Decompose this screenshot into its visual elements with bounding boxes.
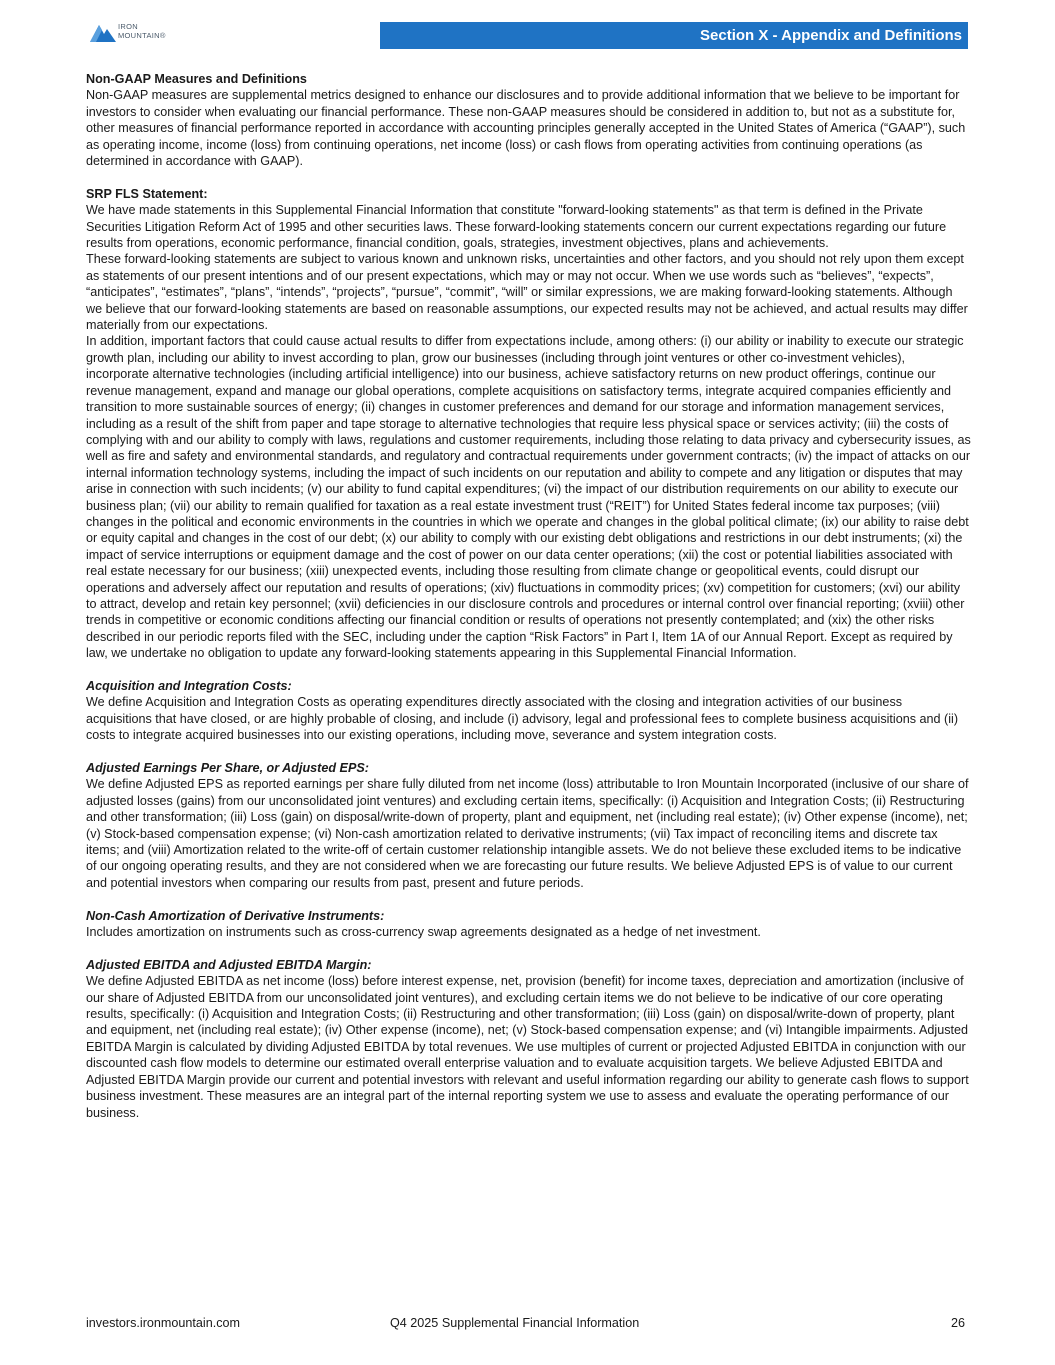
section-heading: Non-GAAP Measures and Definitions <box>86 72 307 86</box>
section-heading: Adjusted EBITDA and Adjusted EBITDA Margin: <box>86 957 372 972</box>
section-adjusted-ebitda <box>86 957 971 1121</box>
logo-line-1: IRON <box>118 22 138 31</box>
document-body <box>86 71 971 1137</box>
section-paragraph: Includes amortization on instruments such as cross-currency swap agreements designated as a hedge of net investment. <box>86 925 761 940</box>
section-paragraph: Non-GAAP measures are supplemental metrics designed to enhance our disclosures and to provide additional information that we believe to be important for investors to consider when evaluating our financial performance. These non-GAAP measures should be considered in addition to, but not as a substitute for, other measures of financial performance reported in accordance with accounting principles generally accepted in the United States of America (“GAAP”), such as operating income, income (loss) from continuing operations, net income (loss) or cash flows from operating activities from continuing operations (as determined in accordance with GAAP). <box>86 88 966 169</box>
section-heading: SRP FLS Statement: <box>86 186 208 201</box>
footer-website: investors.ironmountain.com <box>86 1316 240 1330</box>
section-acquisition-integration-costs <box>86 678 971 744</box>
section-paragraph: In addition, important factors that could cause actual results to differ from expectations include, among others: (i) our ability or inability to execute our strategic growth plan, including our ability to invest according to plan, grow our businesses (including through joint ventures or other co-investment vehicles), incorporate alternative technologies (including artificial intelligence) into our business, achieve satisfactory returns on new product offerings, continue our revenue management, expand and manage our global operations, complete acquisitions on satisfactory terms, integrate acquired companies efficiently and transition to more sustainable sources of energy; (ii) changes in customer preferences and demand for our storage and information management services, including as a result of the shift from paper and tape storage to alternative technologies that require less physical space or services activity; (iii) the costs of complying with and our ability to comply with laws, regulations and customer requirements, including those relating to data privacy and cybersecurity issues, as well as fire and safety and environmental standards, and regulatory and contractual requirements under government contracts; (iv) the impact of attacks on our internal information technology systems, including the impact of such incidents on our reputation and ability to compete and any litigation or disputes that may arise in connection with such incidents; (v) our ability to fund capital expenditures; (vi) the impact of our distribution requirements on our ability to execute our business plan; (vii) our ability to remain qualified for taxation as a real estate investment trust (“REIT”) for United States federal income tax purposes; (viii) changes in the political and economic environments in the countries in which we operate and changes in the global political climate; (ix) our ability to raise debt or equity capital and changes in the cost of our debt; (x) our ability to comply with our existing debt obligations and restrictions in our debt instruments; (xi) the impact of service interruptions or equipment damage and the cost of power on our data center operations; (xii) the cost or potential liabilities associated with real estate necessary for our business; (xiii) unexpected events, including those resulting from climate change or geopolitical events, could disrupt our operations and adversely affect our reputation and results of operations; (xiv) fluctuations in commodity prices; (xv) competition for customers; (xvi) our ability to attract, develop and retain key personnel; (xvii) deficiencies in our disclosure controls and procedures or internal control over financial reporting; (xviii) other trends in competitive or economic conditions affecting our financial condition or results of operations not presently contemplated; and (xix) the other risks described in our periodic reports filed with the SEC, including under the caption “Risk Factors” in Part I, Item 1A of our Annual Report. Except as required by law, we undertake no obligation to update any forward-looking statements appearing in this Supplemental Financial Information. <box>86 334 971 661</box>
logo-wordmark <box>118 22 166 40</box>
footer-page-number: 26 <box>950 1316 965 1330</box>
section-paragraph: We have made statements in this Supplemental Financial Information that constitute "forward-looking statements" as that term is defined in the Private Securities Litigation Reform Act of 1995 and other securities laws. These forward-looking statements concern our current expectations regarding our future results from operations, economic performance, financial condition, goals, strategies, investment objectives, plans and achievements. <box>86 203 947 251</box>
mountain-logo-icon <box>90 22 116 42</box>
section-adjusted-eps <box>86 760 971 891</box>
section-paragraph: We define Adjusted EPS as reported earnings per share fully diluted from net income (loss) attributable to Iron Mountain Incorporated (inclusive of our share of adjusted losses (gains) from our unconsolidated joint ventures) and excluding certain items, specifically: (i) Acquisition and Integration Costs; (ii) Restructuring and other transformation; (iii) Loss (gain) on disposal/write-down of property, plant and equipment, net (including real estate); (iv) Other expense (income), net; (v) Stock-based compensation expense; (vi) Non-cash amortization related to derivative instruments; (vii) Tax impact of reconciling items and discrete tax items; and (viii) Amortization related to the write-off of certain customer relationship intangible assets. We do not believe these excluded items to be indicative of our ongoing operating results, and they are not considered when we are forecasting our future results. We believe Adjusted EPS is of value to our current and potential investors when comparing our results from past, present and future periods. <box>86 777 969 890</box>
section-non-cash-amortization <box>86 908 971 941</box>
logo-line-2: MOUNTAIN® <box>118 31 166 40</box>
section-heading: Acquisition and Integration Costs: <box>86 679 292 693</box>
company-logo <box>90 20 200 48</box>
section-paragraph: We define Adjusted EBITDA as net income (loss) before interest expense, net, provision (benefit) for income taxes, depreciation and amortization (inclusive of our share of Adjusted EBITDA from our unconsolidated joint ventures), and excluding certain items we do not believe to be indicative of our core operating results, specifically: (i) Acquisition and Integration Costs; (ii) Restructuring and other transformation; (iii) Loss (gain) on disposal/write-down of property, plant and equipment, net (including real estate); (iv) Other expense (income), net; (v) Stock-based compensation expense; and (vi) Intangible impairments. Adjusted EBITDA Margin is calculated by dividing Adjusted EBITDA by total revenues. We use multiples of current or projected Adjusted EBITDA in conjunction with our discounted cash flow models to determine our estimated overall enterprise valuation and to evaluate acquisition targets. We believe Adjusted EBITDA and Adjusted EBITDA Margin provide our current and potential investors with relevant and useful information regarding our ability to generate cash flows to support business investment. These measures are an integral part of the internal reporting system we use to assess and evaluate the operating performance of our business. <box>86 974 969 1120</box>
section-non-gaap <box>86 71 971 169</box>
section-paragraph: These forward-looking statements are subject to various known and unknown risks, uncertainties and other factors, and you should not rely upon them except as statements of our present intentions and of our present expectations, which may or may not occur. When we use words such as “believes”, “expects”, “anticipates”, “estimates”, “plans”, “intends”, “projects”, “pursue”, “commit”, “will” or similar expressions, we are making forward-looking statements. Although we believe that our forward-looking statements are based on reasonable assumptions, our expected results may not be achieved, and actual results may differ materially from our expectations. <box>86 252 968 333</box>
section-paragraph: We define Acquisition and Integration Costs as operating expenditures directly associated with the closing and integration activities of our business acquisitions that have closed, or are highly probable of closing, and include (i) advisory, legal and professional fees to complete business acquisitions and (ii) costs to integrate acquired businesses into our existing operations, including move, severance and system integration costs. <box>86 695 959 743</box>
section-title: Section X - Appendix and Definitions <box>700 27 962 44</box>
footer-document-title: Q4 2025 Supplemental Financial Information <box>390 1316 640 1330</box>
section-heading: Adjusted Earnings Per Share, or Adjusted EPS: <box>86 761 369 776</box>
section-heading: Non-Cash Amortization of Derivative Instruments: <box>86 908 385 923</box>
section-title-bar <box>380 22 968 49</box>
section-srp-fls <box>86 186 971 662</box>
